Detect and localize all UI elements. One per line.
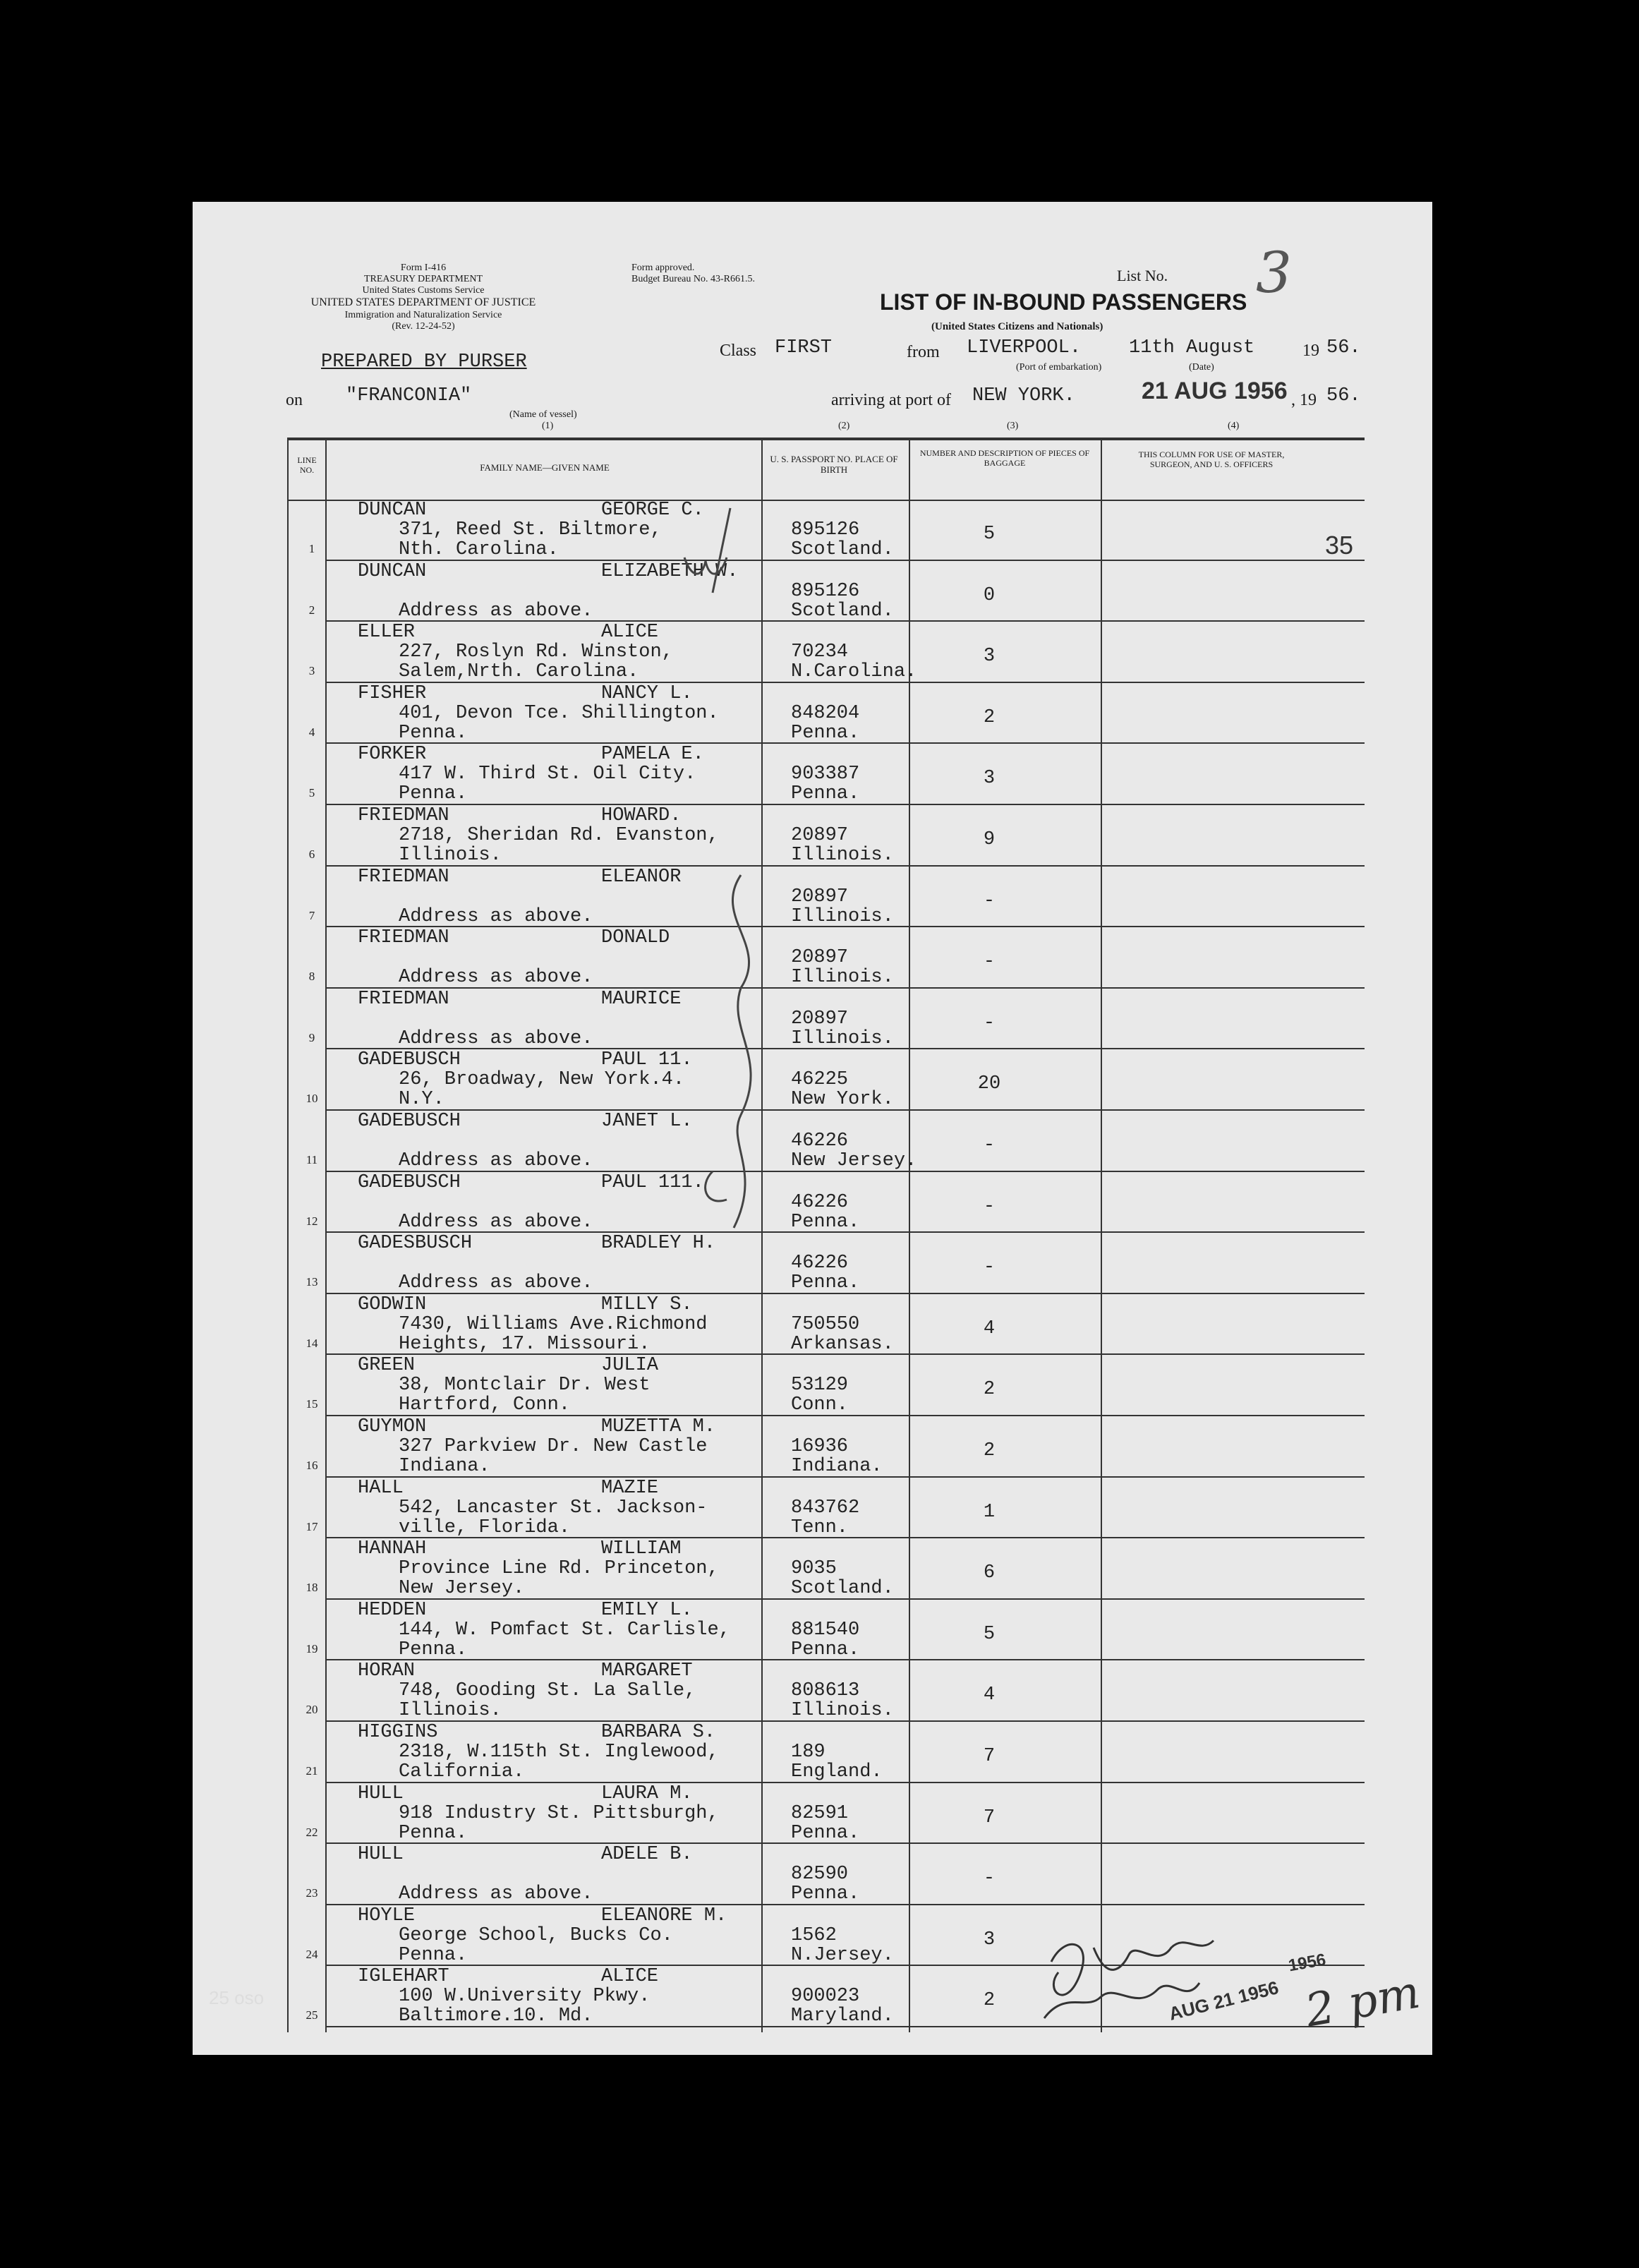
table-row [287, 1355, 1365, 1417]
list-no-value: 3 [1256, 240, 1292, 306]
baggage-count: - [983, 890, 996, 912]
address-line-1: 144, W. Pomfact St. Carlisle, [399, 1619, 730, 1641]
passport-number: 46226 [791, 1130, 849, 1152]
inspector-date-stamp: AUG 21 1956 [1166, 1977, 1281, 2025]
baggage-count: - [983, 951, 996, 973]
baggage-count: 2 [983, 706, 996, 728]
baggage-count: 2 [983, 1379, 996, 1401]
given-name: HOWARD. [601, 805, 682, 826]
form-approved: Form approved. [631, 263, 695, 273]
given-name: MARGARET [601, 1660, 693, 1682]
list-no-label: List No. [1117, 267, 1168, 284]
vessel-caption: (Name of vessel) [509, 409, 577, 420]
table-row [287, 1049, 1365, 1111]
passport-number: 82590 [791, 1864, 849, 1886]
ins-service: Immigration and Naturalization Service [344, 309, 502, 320]
passport-number: 808613 [791, 1680, 860, 1702]
caption-1: (1) [542, 421, 554, 431]
address-line-2: Address as above. [399, 1027, 593, 1049]
address-line-2: Indiana. [399, 1456, 490, 1477]
table-row [287, 683, 1365, 745]
family-name: FORKER [358, 744, 427, 766]
form-header-block [282, 263, 564, 332]
given-name: ALICE [601, 622, 659, 644]
passport-number: 20897 [791, 825, 849, 846]
place-of-birth: Scotland. [791, 1578, 894, 1600]
place-of-birth: N.Jersey. [791, 1944, 894, 1966]
address-line-2: Penna. [399, 1822, 468, 1844]
table-row [287, 1844, 1365, 1906]
year2-suffix: 56. [1326, 385, 1361, 406]
baggage-count: 7 [983, 1806, 996, 1828]
side-note: 25 oso [209, 1987, 265, 2008]
address-line-1: 401, Devon Tce. Shillington. [399, 702, 719, 724]
line-number: 19 [306, 1641, 318, 1655]
line-number: 11 [306, 1153, 318, 1166]
passport-number: 46225 [791, 1069, 849, 1091]
baggage-count: 9 [983, 829, 996, 850]
family-name: GADEBUSCH [358, 1111, 461, 1132]
family-name: GADEBUSCH [358, 1049, 461, 1071]
line-number: 4 [308, 725, 315, 739]
class-label: Class [720, 342, 757, 360]
address-line-1: 26, Broadway, New York.4. [399, 1069, 685, 1091]
given-name: BRADLEY H. [601, 1233, 716, 1255]
page-subtitle: (United States Citizens and Nationals) [931, 321, 1103, 332]
table-row [287, 1111, 1365, 1173]
line-number: 14 [306, 1336, 318, 1350]
family-name: FRIEDMAN [358, 805, 449, 826]
header-passport: U. S. PASSPORT NO. PLACE OF BIRTH [770, 454, 898, 475]
family-name: FISHER [358, 682, 427, 704]
line-number: 18 [306, 1581, 318, 1595]
port-caption: (Port of embarkation) [1016, 362, 1102, 373]
given-name: MAURICE [601, 988, 682, 1010]
class-value: FIRST [775, 337, 833, 358]
table-row [287, 1233, 1365, 1295]
family-name: GADESBUSCH [358, 1233, 473, 1255]
page-title: LIST OF IN-BOUND PASSENGERS [880, 289, 1247, 315]
address-line-2: N.Y. [399, 1089, 444, 1111]
family-name: HOYLE [358, 1905, 416, 1926]
officer-count-row1: 35 [1325, 531, 1354, 560]
given-name: ELEANOR [601, 866, 682, 888]
passport-number: 20897 [791, 947, 849, 969]
address-line-1: 371, Reed St. Biltmore, [399, 519, 662, 541]
family-name: HALL [358, 1477, 404, 1499]
family-name: HIGGINS [358, 1722, 438, 1743]
address-line-1: Province Line Rd. Princeton, [399, 1558, 719, 1580]
place-of-birth: Scotland. [791, 600, 894, 622]
year2-prefix: , 19 [1291, 391, 1317, 409]
customs-service: United States Customs Service [362, 285, 485, 296]
family-name: HULL [358, 1783, 404, 1804]
family-name: HANNAH [358, 1538, 427, 1560]
table-row [287, 1416, 1365, 1478]
baggage-count: 3 [983, 768, 996, 790]
baggage-count: - [983, 1195, 996, 1217]
line-number: 12 [306, 1214, 318, 1228]
table-row [287, 744, 1365, 806]
budget-bureau: Budget Bureau No. 43-R661.5. [631, 274, 755, 285]
baggage-count: - [983, 1135, 996, 1156]
revision: (Rev. 12-24-52) [392, 320, 455, 332]
on-label: on [286, 391, 303, 409]
address-line-2: Address as above. [399, 1150, 593, 1171]
passport-number: 881540 [791, 1619, 860, 1641]
address-line-2: Illinois. [399, 845, 502, 866]
address-line-2: Baltimore.10. Md. [399, 2005, 593, 2027]
table-row [287, 867, 1365, 929]
place-of-birth: Penna. [791, 1639, 860, 1660]
address-line-2: Penna. [399, 1639, 468, 1660]
baggage-count: 2 [983, 1990, 996, 2012]
table-row [287, 561, 1365, 623]
table-row [287, 1600, 1365, 1662]
date-caption: (Date) [1189, 362, 1214, 373]
passport-number: 189 [791, 1742, 825, 1763]
given-name: ELEANORE M. [601, 1905, 727, 1926]
form-number: Form I-416 [400, 263, 447, 273]
address-line-2: Penna. [399, 1944, 468, 1966]
given-name: WILLIAM [601, 1538, 682, 1560]
address-line-1: 7430, Williams Ave.Richmond [399, 1313, 708, 1335]
baggage-count: 5 [983, 1623, 996, 1645]
line-number: 9 [308, 1030, 315, 1044]
address-line-1: 2318, W.115th St. Inglewood, [399, 1742, 719, 1763]
family-name: DUNCAN [358, 500, 427, 521]
table-row [287, 1294, 1365, 1356]
baggage-count: 4 [983, 1684, 996, 1706]
place-of-birth: New Jersey. [791, 1150, 917, 1171]
time-note: 2 pm [1301, 1966, 1424, 2038]
address-line-1: 417 W. Third St. Oil City. [399, 764, 696, 785]
given-name: PAUL 11. [601, 1049, 693, 1071]
prepared-by: PREPARED BY PURSER [321, 351, 527, 373]
family-name: HORAN [358, 1660, 416, 1682]
line-number: 16 [306, 1459, 318, 1472]
address-line-2: California. [399, 1761, 525, 1783]
given-name: EMILY L. [601, 1599, 693, 1621]
address-line-1: 542, Lancaster St. Jackson- [399, 1497, 708, 1519]
table-row [287, 1783, 1365, 1845]
line-number: 2 [308, 603, 315, 617]
line-number: 22 [306, 1825, 318, 1839]
family-name: HEDDEN [358, 1599, 427, 1621]
address-line-2: ville, Florida. [399, 1516, 571, 1538]
family-name: GADEBUSCH [358, 1171, 461, 1193]
family-name: DUNCAN [358, 560, 427, 582]
table-row [287, 805, 1365, 867]
address-line-2: New Jersey. [399, 1578, 525, 1600]
place-of-birth: Maryland. [791, 2005, 894, 2027]
passport-number: 20897 [791, 886, 849, 907]
place-of-birth: Indiana. [791, 1456, 883, 1477]
line-number: 25 [306, 2008, 318, 2022]
from-label: from [907, 343, 940, 361]
given-name: ADELE B. [601, 1844, 693, 1866]
line-number: 20 [306, 1703, 318, 1717]
given-name: ALICE [601, 1966, 659, 1988]
address-line-2: Heights, 17. Missouri. [399, 1333, 651, 1355]
place-of-birth: Penna. [791, 1211, 860, 1233]
table-row [287, 989, 1365, 1051]
place-of-birth: Penna. [791, 1883, 860, 1905]
baggage-count: 2 [983, 1440, 996, 1461]
baggage-count: - [983, 1257, 996, 1279]
caption-3: (3) [1007, 421, 1019, 431]
family-name: GODWIN [358, 1293, 427, 1315]
family-name: FRIEDMAN [358, 988, 449, 1010]
place-of-birth: Illinois. [791, 1027, 894, 1049]
departure-date: 11th August [1129, 337, 1255, 358]
address-line-2: Penna. [399, 722, 468, 744]
year-prefix: 19 [1302, 342, 1319, 360]
baggage-count: 5 [983, 524, 996, 545]
address-line-1: 327 Parkview Dr. New Castle [399, 1436, 708, 1457]
given-name: DONALD [601, 927, 670, 949]
baggage-count: 4 [983, 1317, 996, 1339]
port-embarkation: LIVERPOOL. [967, 337, 1082, 358]
baggage-count: 6 [983, 1562, 996, 1584]
table-top-border [287, 438, 1365, 440]
passport-number: 46226 [791, 1191, 849, 1213]
family-name: IGLEHART [358, 1966, 449, 1988]
address-line-2: Address as above. [399, 1272, 593, 1294]
approval-block [631, 263, 755, 285]
family-name: ELLER [358, 622, 416, 644]
place-of-birth: Penna. [791, 783, 860, 805]
inspector-signature [1016, 1905, 1242, 2046]
table-row [287, 500, 1365, 562]
place-of-birth: Tenn. [791, 1516, 849, 1538]
baggage-count: 3 [983, 646, 996, 668]
family-name: HULL [358, 1844, 404, 1866]
address-line-1: 227, Roslyn Rd. Winston, [399, 641, 673, 663]
place-of-birth: England. [791, 1761, 883, 1783]
address-line-1: 38, Montclair Dr. West [399, 1375, 651, 1397]
place-of-birth: Penna. [791, 1272, 860, 1294]
passport-number: 9035 [791, 1558, 837, 1580]
passport-number: 82591 [791, 1802, 849, 1824]
passport-number: 20897 [791, 1008, 849, 1030]
address-line-2: Salem,Nrth. Carolina. [399, 661, 639, 683]
place-of-birth: New York. [791, 1089, 894, 1111]
place-of-birth: N.Carolina. [791, 661, 917, 683]
passport-number: 900023 [791, 1986, 860, 2008]
given-name: JULIA [601, 1355, 659, 1377]
address-line-1: 918 Industry St. Pittsburgh, [399, 1802, 719, 1824]
year-suffix: 56. [1326, 337, 1361, 358]
arriving-label: arriving at port of [831, 391, 951, 409]
address-line-2: Hartford, Conn. [399, 1394, 571, 1416]
line-number: 17 [306, 1519, 318, 1533]
handwritten-marks [670, 494, 811, 1764]
given-name: NANCY L. [601, 682, 693, 704]
table-row [287, 1660, 1365, 1723]
header-officers: THIS COLUMN FOR USE OF MASTER, SURGEON, AND U. S. OFFICERS [1138, 450, 1285, 469]
place-of-birth: Penna. [791, 722, 860, 744]
given-name: MUZETTA M. [601, 1416, 716, 1437]
line-number: 23 [306, 1886, 318, 1900]
table-row [287, 1722, 1365, 1784]
baggage-count: 7 [983, 1746, 996, 1767]
header-name: FAMILY NAME—GIVEN NAME [480, 462, 610, 473]
place-of-birth: Illinois. [791, 1700, 894, 1722]
baggage-count: - [983, 1868, 996, 1890]
arrival-date-stamp: 21 AUG 1956 [1142, 378, 1288, 404]
table-row [287, 1478, 1365, 1540]
given-name: PAMELA E. [601, 744, 704, 766]
line-number: 24 [306, 1947, 318, 1961]
family-name: GREEN [358, 1355, 416, 1377]
place-of-birth: Scotland. [791, 539, 894, 560]
header-line-no: LINE NO. [297, 455, 317, 475]
given-name: LAURA M. [601, 1783, 693, 1804]
place-of-birth: Arkansas. [791, 1333, 894, 1355]
address-line-2: Illinois. [399, 1700, 502, 1722]
given-name: MILLY S. [601, 1293, 693, 1315]
line-number: 13 [306, 1275, 318, 1289]
passenger-table [287, 438, 1365, 2032]
baggage-count: - [983, 1012, 996, 1034]
line-number: 7 [308, 908, 315, 922]
line-number: 1 [308, 542, 315, 555]
given-name: BARBARA S. [601, 1722, 716, 1743]
family-name: FRIEDMAN [358, 866, 449, 888]
place-of-birth: Penna. [791, 1822, 860, 1844]
baggage-count: 20 [977, 1073, 1001, 1095]
address-line-2: Penna. [399, 783, 468, 805]
line-number: 6 [308, 848, 315, 861]
address-line-1: 2718, Sheridan Rd. Evanston, [399, 825, 719, 846]
table-row [287, 1538, 1365, 1600]
passport-number: 903387 [791, 764, 860, 785]
address-line-2: Address as above. [399, 967, 593, 989]
given-name: MAZIE [601, 1477, 659, 1499]
address-line-2: Address as above. [399, 905, 593, 927]
passport-number: 70234 [791, 641, 849, 663]
passport-number: 750550 [791, 1313, 860, 1335]
given-name: PAUL 111. [601, 1171, 704, 1193]
line-number: 15 [306, 1397, 318, 1411]
address-line-2: Address as above. [399, 600, 593, 622]
address-line-2: Nth. Carolina. [399, 539, 559, 560]
family-name: GUYMON [358, 1416, 427, 1437]
address-line-2: Address as above. [399, 1211, 593, 1233]
passport-number: 16936 [791, 1436, 849, 1457]
place-of-birth: Illinois. [791, 845, 894, 866]
given-name: JANET L. [601, 1111, 693, 1132]
passport-number: 53129 [791, 1375, 849, 1397]
passport-number: 46226 [791, 1253, 849, 1274]
passport-number: 895126 [791, 580, 860, 602]
given-name: ELIZABETH W. [601, 560, 739, 582]
line-number: 3 [308, 664, 315, 678]
vessel-name: "FRANCONIA" [346, 385, 472, 406]
baggage-count: 3 [983, 1929, 996, 1950]
place-of-birth: Illinois. [791, 905, 894, 927]
table-row [287, 622, 1365, 684]
address-line-1: 100 W.University Pkwy. [399, 1986, 651, 2008]
address-line-1: George School, Bucks Co. [399, 1924, 673, 1946]
line-number: 5 [308, 786, 315, 800]
table-row [287, 927, 1365, 989]
baggage-count: 0 [983, 584, 996, 606]
place-of-birth: Illinois. [791, 967, 894, 989]
passport-number: 1562 [791, 1924, 837, 1946]
header-baggage: NUMBER AND DESCRIPTION OF PIECES OF BAGGAGE [919, 448, 1090, 468]
given-name: GEORGE C. [601, 500, 704, 521]
table-row [287, 1172, 1365, 1234]
passport-number: 895126 [791, 519, 860, 541]
baggage-count: 1 [983, 1501, 996, 1523]
line-number: 21 [306, 1764, 318, 1778]
family-name: FRIEDMAN [358, 927, 449, 949]
caption-4: (4) [1228, 421, 1240, 431]
passport-number: 848204 [791, 702, 860, 724]
caption-2: (2) [838, 421, 850, 431]
passport-number: 843762 [791, 1497, 860, 1519]
line-number: 10 [306, 1092, 318, 1106]
address-line-1: 748, Gooding St. La Salle, [399, 1680, 696, 1702]
address-line-2: Address as above. [399, 1883, 593, 1905]
treasury-dept: TREASURY DEPARTMENT [363, 274, 483, 285]
place-of-birth: Conn. [791, 1394, 849, 1416]
arrival-port: NEW YORK. [972, 385, 1075, 406]
year-stamp: 1956 [1286, 1950, 1328, 1976]
line-number: 8 [308, 970, 315, 984]
justice-dept: UNITED STATES DEPARTMENT OF JUSTICE [310, 296, 536, 309]
